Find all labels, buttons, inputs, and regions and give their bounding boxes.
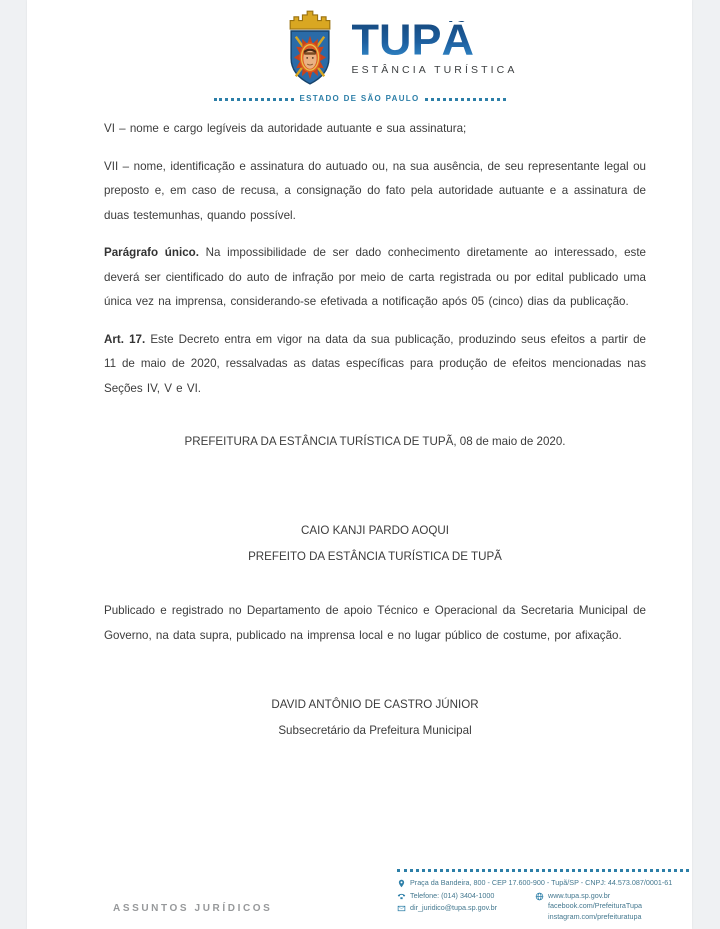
logo-text-block: [352, 7, 518, 76]
paragraph-text: Este Decreto entra em vigor na data da sua publicação, produzindo seus efeitos a partir de 11 de maio de 2020, ressalvadas as datas específicas para produção de efeitos mencionadas nas Seções IV, V e VI.: [104, 332, 646, 395]
state-line-label: ESTADO DE SÃO PAULO: [299, 94, 420, 103]
paragraph-lead: Art. 17.: [104, 332, 146, 346]
logo-subtitle: ESTÂNCIA TURÍSTICA: [351, 64, 518, 76]
contact-column-right: [535, 891, 689, 925]
web-links: [548, 891, 642, 923]
paragraph-lead: Parágrafo único.: [104, 246, 199, 259]
paragraph-sole-paragraph: [104, 241, 646, 315]
email-row: [397, 903, 535, 914]
paragraph-art-17: [104, 328, 646, 402]
contact-columns: [397, 891, 689, 925]
phone-text: Telefone: (014) 3404-1000: [410, 890, 495, 900]
paragraph-text: VII – nome, identificação e assinatura do autuado ou, na sua ausência, de seu representante legal ou preposto e, em caso de recusa, a consignação do fato pela autoridade autuante e a assinatura de duas testemunhas, quando possível.: [104, 159, 646, 222]
dotted-divider-left: [214, 98, 294, 101]
web-row: [535, 891, 689, 923]
dotted-divider-right: [425, 98, 505, 101]
paragraph-text: Na impossibilidade de ser dado conhecimento diretamente ao interessado, este deverá ser cientificado do auto de infração por meio de carta registrada ou por edital publicado uma única vez na imprensa, considerando-se efetivada a notificação após 05 (cinco) dias da publicação.: [104, 246, 647, 308]
dotted-divider-footer: [397, 869, 689, 872]
city-logo: [64, 7, 720, 89]
paragraph-text: VI – nome e cargo legíveis da autoridade autuante e sua assinatura;: [104, 122, 467, 135]
paragraph-item-vii: [104, 155, 646, 229]
signatory-name: CAIO KANJI PARDO AOQUI: [301, 524, 449, 537]
instagram-text: instagram.com/prefeituratupa: [548, 911, 642, 921]
dateline: PREFEITURA DA ESTÂNCIA TURÍSTICA DE TUPÃ, 08 de maio de 2020.: [184, 435, 566, 448]
signatory-name: DAVID ANTÔNIO DE CASTRO JÚNIOR: [271, 698, 479, 711]
contact-column-left: [397, 891, 535, 925]
signature-block-mayor: [104, 518, 646, 570]
document-page: [27, 0, 692, 929]
department-label: ASSUNTOS JURÍDICOS: [113, 903, 273, 914]
document-header: [27, 0, 692, 103]
signature-block-subsecretary: [104, 692, 646, 744]
signatory-title: Subsecretário da Prefeitura Municipal: [278, 724, 472, 737]
footer-contact-block: [397, 869, 689, 924]
facebook-text: facebook.com/PrefeituraTupa: [548, 901, 643, 910]
address-text: Praça da Bandeira, 800 - CEP 17.600-900 - Tupã/SP - CNPJ: 44.573.087/0001-61: [410, 878, 673, 887]
phone-row: [397, 891, 535, 902]
globe-icon: [535, 892, 544, 901]
publication-note: Publicado e registrado no Departamento de apoio Técnico e Operacional da Secretaria Municipal de Governo, na data supra, publicado na imprensa local e no lugar público de costume, por afixação.: [104, 604, 646, 642]
website-text: www.tupa.sp.gov.br: [548, 890, 611, 900]
phone-icon: [397, 892, 406, 901]
email-icon: [397, 904, 406, 913]
state-line: [214, 94, 506, 103]
signatory-title: PREFEITO DA ESTÂNCIA TURÍSTICA DE TUPÃ: [248, 550, 502, 563]
tupa-coat-of-arms-icon: [276, 7, 344, 89]
paragraph-item-vi: [104, 117, 646, 142]
location-pin-icon: [397, 879, 406, 888]
email-text: dir_juridico@tupa.sp.gov.br: [410, 903, 498, 912]
address-row: [397, 878, 689, 889]
logo-title: TUPÃ: [352, 21, 518, 59]
document-body: [27, 103, 692, 744]
